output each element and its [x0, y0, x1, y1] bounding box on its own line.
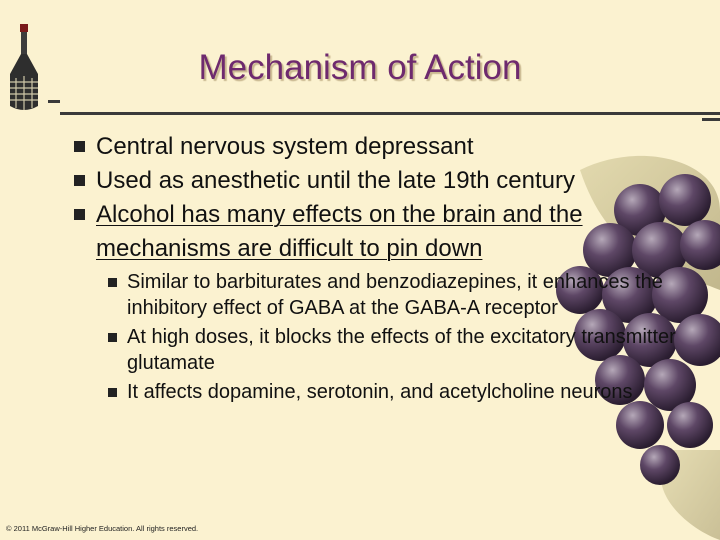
title-divider-right [702, 118, 720, 121]
bullet-item [72, 164, 672, 198]
bullet-text: Central nervous system depressant [96, 133, 474, 160]
sub-bullet-item [108, 325, 678, 376]
bullet-text: Used as anesthetic until the late 19th century [96, 167, 575, 194]
sub-bullet-text: At high doses, it blocks the effects of the excitatory transmitter glutamate [127, 326, 676, 374]
sub-bullet-list [108, 270, 678, 410]
copyright-footer: © 2011 McGraw-Hill Higher Education. All rights reserved. [6, 524, 199, 533]
sub-bullet-item [108, 270, 678, 321]
bullet-list [72, 130, 672, 266]
slide-title: Mechanism of Action [198, 48, 522, 87]
title-divider-left [48, 100, 60, 103]
bullet-text: Alcohol has many effects on the brain and the mechanisms are difficult to pin down [96, 201, 583, 262]
sub-bullet-text: Similar to barbiturates and benzodiazepines, it enhances the inhibitory effect of GABA at the GABA-A receptor [127, 271, 663, 319]
bullet-item [72, 130, 672, 164]
bullet-item [72, 198, 672, 266]
sub-bullet-item [108, 380, 678, 406]
sub-bullet-text: It affects dopamine, serotonin, and acetylcholine neurons [127, 381, 633, 403]
title-divider [60, 112, 720, 115]
